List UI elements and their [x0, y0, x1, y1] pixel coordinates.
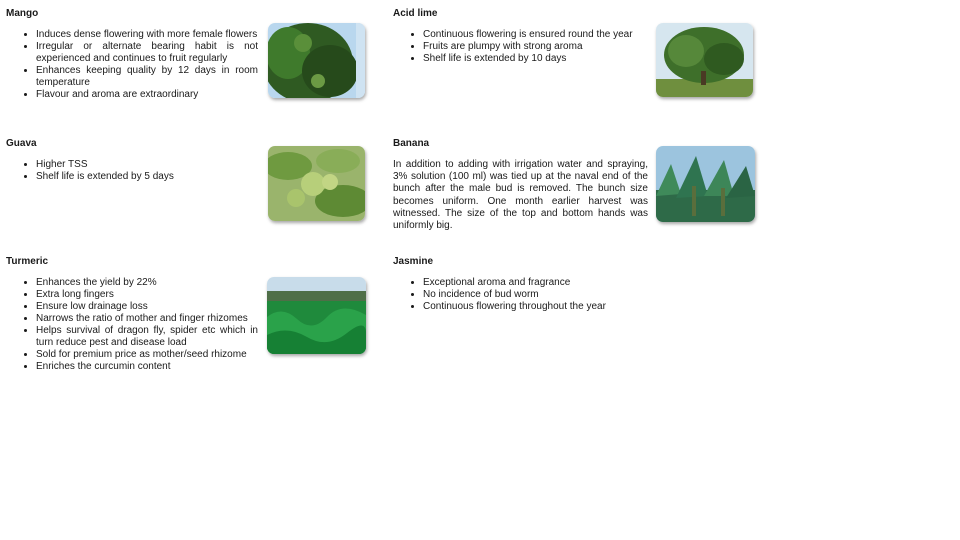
list-item: • No incidence of bud worm [423, 289, 648, 301]
list-item: • Fruits are plumpy with strong aroma [423, 41, 648, 53]
list-item: • Continuous flowering throughout the year [423, 301, 648, 313]
banana-plantation-photo [656, 146, 755, 222]
mango-title: Mango [6, 8, 39, 19]
guava-section [6, 138, 258, 183]
turmeric-section [6, 256, 258, 373]
list-item: • Ensure low drainage loss [36, 301, 258, 313]
list-item: • Shelf life is extended by 10 days [423, 53, 648, 65]
list-item: • Extra long fingers [36, 289, 258, 301]
guava-list [6, 159, 258, 183]
turmeric-field-photo [267, 277, 366, 354]
jasmine-section [393, 256, 648, 313]
list-item: • Enhances the yield by 22% [36, 277, 258, 289]
jasmine-title: Jasmine [393, 256, 434, 267]
jasmine-list [393, 277, 648, 313]
turmeric-list [6, 277, 258, 373]
mango-tree-photo [268, 23, 365, 98]
list-item: • Continuous flowering is ensured round the year [423, 29, 648, 41]
list-item: • Enhances keeping quality by 12 days in room temperature [36, 65, 258, 89]
list-item: • Narrows the ratio of mother and finger rhizomes [36, 313, 258, 325]
list-item: • Helps survival of dragon fly, spider etc which in turn reduce pest and disease load [36, 325, 258, 349]
guava-title: Guava [6, 138, 37, 149]
list-item: • Induces dense flowering with more female flowers [36, 29, 258, 41]
banana-section [393, 138, 648, 232]
list-item: • Irregular or alternate bearing habit is not experienced and continues to fruit regularly [36, 41, 258, 65]
list-item: • Flavour and aroma are extraordinary [36, 89, 258, 101]
mango-list [6, 29, 258, 101]
acid-lime-title: Acid lime [393, 8, 438, 19]
mango-section [6, 8, 258, 101]
list-item: • Sold for premium price as mother/seed rhizome [36, 349, 258, 361]
acid-lime-section [393, 8, 648, 65]
list-item: • Higher TSS [36, 159, 258, 171]
banana-title: Banana [393, 138, 430, 149]
acid-lime-tree-photo [656, 23, 753, 97]
list-item: • Exceptional aroma and fragrance [423, 277, 648, 289]
guava-fruit-photo [268, 146, 365, 221]
acid-lime-list [393, 29, 648, 65]
banana-description: In addition to adding with irrigation water and spraying, 3% solution (100 ml) was tied up at the naval end of the bunch after the male bud is removed. The bunch size becomes uniform. One month earlier harvest was witnessed. The size of the top and bottom hands was uniformly big. [393, 159, 648, 232]
list-item: • Enriches the curcumin content [36, 361, 258, 373]
list-item: • Shelf life is extended by 5 days [36, 171, 258, 183]
turmeric-title: Turmeric [6, 256, 49, 267]
